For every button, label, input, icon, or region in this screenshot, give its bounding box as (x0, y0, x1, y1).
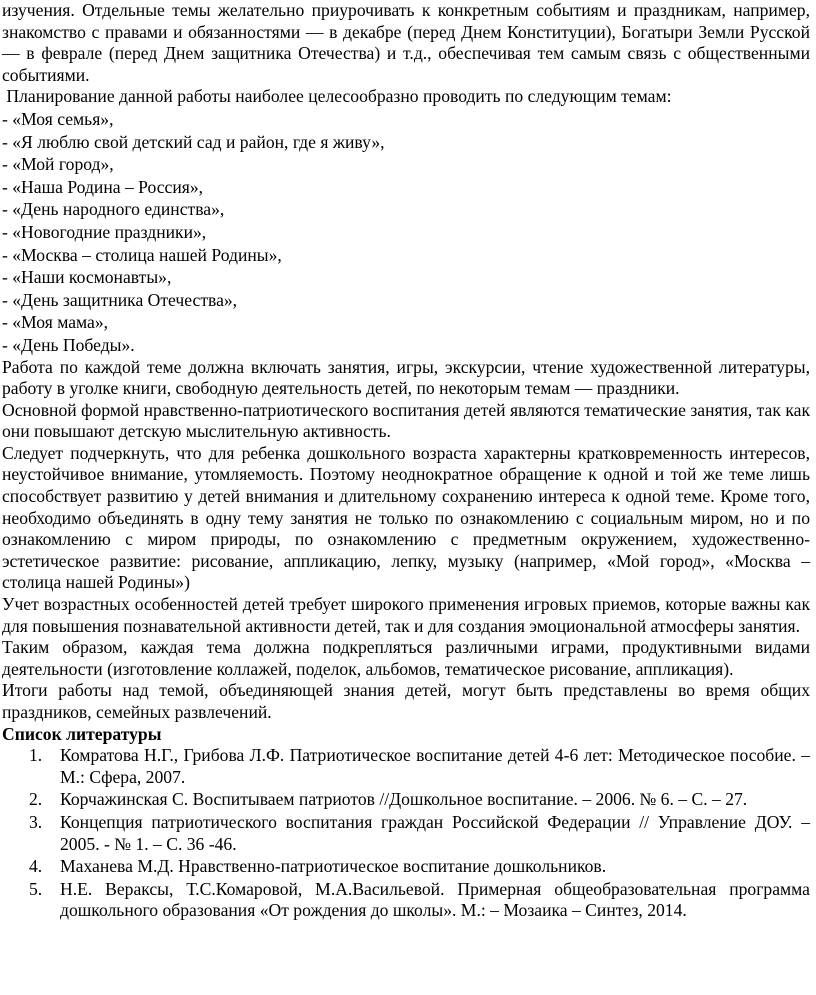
body-paragraph: Следует подчеркнуть, что для ребенка дошкольного возраста характерны кратковременность интересов, неустойчивое внимание, утомляемость. Поэтому неоднократное обращение к одной и той же теме лишь способствует развитию у детей внимания и длительному сохранению интереса к одной теме. Кроме того, необходимо объединять в одну тему занятия не только по ознакомлению с социальным миром, но и по ознакомлению с миром природы, по ознакомлению с предметным окружением, художественно-эстетическое развитие: рисование, аппликацию, лепку, музыку (например, «Мой город», «Москва – столица нашей Родины») (2, 442, 810, 593)
references-heading: Список литературы (2, 723, 162, 744)
topic-item: - «Москва – столица нашей Родины», (2, 244, 282, 265)
reference-item (2, 745, 810, 788)
reference-number: 3. (29, 811, 43, 832)
references-list (2, 745, 810, 922)
topic-item: - «День Победы». (2, 334, 135, 355)
reference-item (2, 856, 810, 878)
reference-number: 5. (29, 878, 43, 899)
reference-text: Концепция патриотического воспитания граждан Российской Федерации // Управление ДОУ. – 2005. - № 1. – С. 36 -46. (60, 811, 810, 854)
reference-item (2, 789, 810, 811)
topic-list (2, 108, 810, 357)
topic-item: - «Моя мама», (2, 312, 109, 333)
reference-number: 2. (29, 789, 43, 810)
reference-text: Маханева М.Д. Нравственно-патриотическое воспитание дошкольников. (60, 856, 607, 877)
reference-number: 1. (29, 745, 43, 766)
reference-text: Корчажинская С. Воспитываем патриотов //Дошкольное воспитание. – 2006. № 6. – С. – 27. (60, 789, 748, 810)
reference-text: Н.Е. Вераксы, Т.С.Комаровой, М.А.Васильевой. Примерная общеобразовательная программа дошкольного образования «От рождения до школы». М.: – Мозаика – Синтез, 2014. (60, 878, 810, 921)
topic-item: - «День защитника Отечества», (2, 289, 238, 310)
reference-number: 4. (29, 856, 43, 877)
body-paragraph: Работа по каждой теме должна включать занятия, игры, экскурсии, чтение художественной литературы, работу в уголке книги, свободную деятельность детей, по некоторым темам — праздники. (2, 356, 810, 399)
reference-item (2, 879, 810, 922)
topic-item: - «Мой город», (2, 154, 114, 175)
body-paragraph: Учет возрастных особенностей детей требует широкого применения игровых приемов, которые важны как для повышения познавательной активности детей, так и для создания эмоциональной атмосферы занятия. (2, 594, 810, 636)
topic-item: - «Моя семья», (2, 108, 114, 129)
reference-item (2, 812, 810, 855)
topic-item: - «Наши космонавты», (2, 267, 172, 288)
intro-paragraph: изучения. Отдельные темы желательно приурочивать к конкретным событиям и праздникам, например, знакомство с правами и обязанностями — в декабре (перед Днем Конституции), Богатыри Земли Русской — в феврале (перед Днем защитника Отечества) и т.д., обеспечивая тем самым связь с общественными событиями. (2, 0, 810, 85)
topic-item: - «Я люблю свой детский сад и район, где я живу», (2, 131, 385, 152)
body-paragraph: Таким образом, каждая тема должна подкрепляться различными играми, продуктивными видами деятельности (изготовление коллажей, поделок, альбомов, тематическое рисование, аппликация). (2, 637, 810, 679)
planning-intro: Планирование данной работы наиболее целесообразно проводить по следующим темам: (2, 86, 672, 107)
body-paragraph: Итоги работы над темой, объединяющей знания детей, могут быть представлены во время общих праздников, семейных развлечений. (2, 680, 810, 722)
topic-item: - «Наша Родина – Россия», (2, 176, 204, 197)
topic-item: - «День народного единства», (2, 199, 225, 220)
topic-item: - «Новогодние праздники», (2, 221, 207, 242)
body-paragraph: Основной формой нравственно-патриотического воспитания детей являются тематические занятия, так как они повышают детскую мыслительную активность. (2, 399, 810, 442)
reference-text: Комратова Н.Г., Грибова Л.Ф. Патриотическое воспитание детей 4-6 лет: Методическое пособие. – М.: Сфера, 2007. (60, 745, 810, 787)
